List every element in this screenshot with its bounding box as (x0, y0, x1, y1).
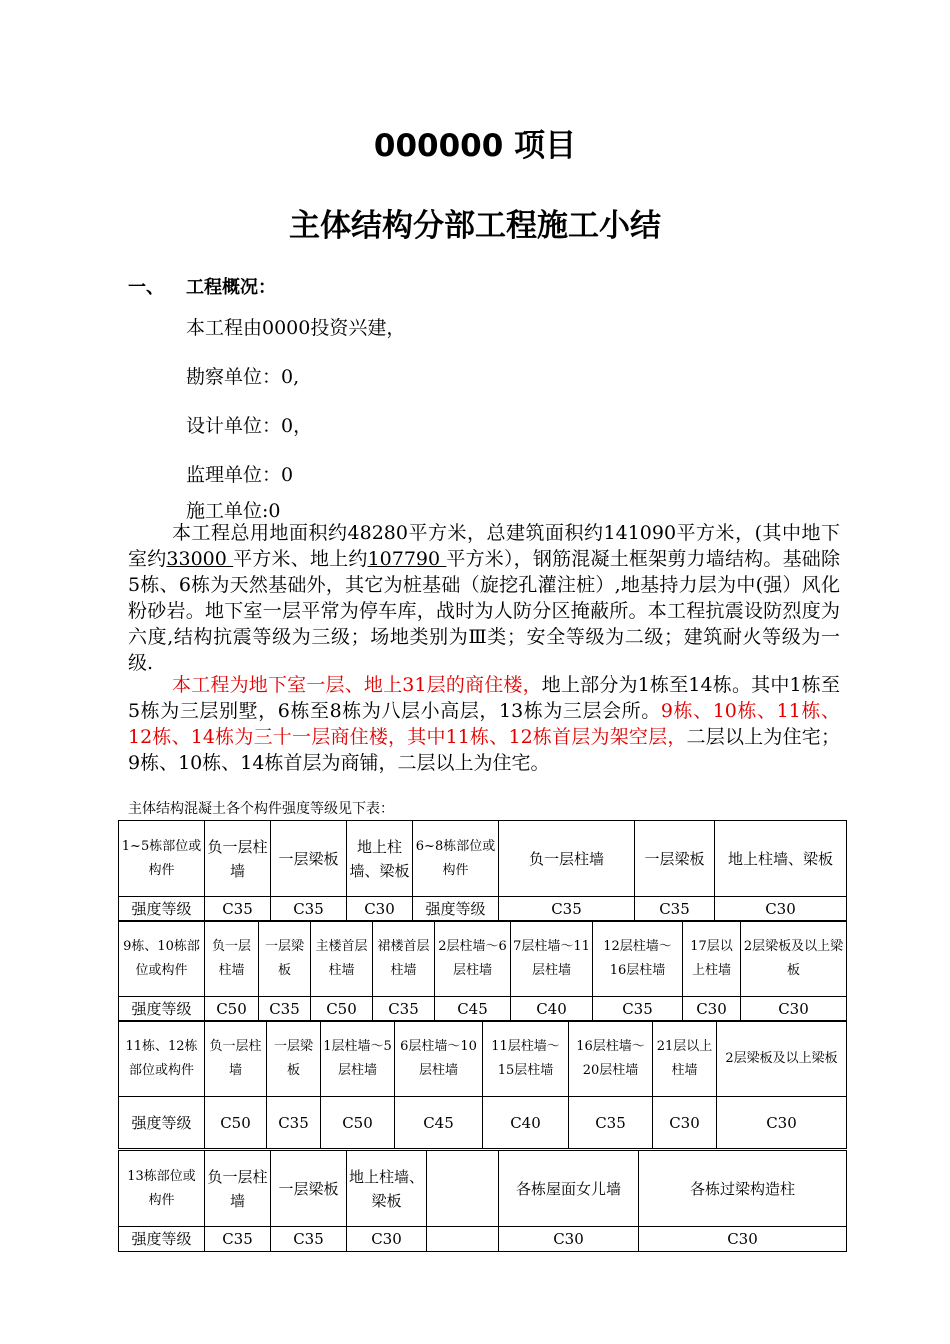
project-title: 000000 项目 (373, 128, 577, 164)
table-cell: C35 (635, 897, 715, 922)
table-header-cell: 12层柱墙～16层柱墙 (593, 921, 683, 997)
construction-unit-line: 施工单位:0 (186, 500, 281, 522)
basement-area: 33000 (166, 548, 234, 570)
supervision-unit-line: 监理单位：0 (186, 464, 294, 486)
survey-unit-line: 勘察单位：0, (186, 366, 300, 388)
highlight-text-1: 本工程为地下室一层、地上31层的商住楼， (172, 674, 542, 696)
table-cell: C50 (205, 1097, 267, 1149)
table-cell: C35 (499, 897, 635, 922)
table-header-cell: 17层以上柱墙 (683, 921, 741, 997)
strength-table-11-12 (118, 1020, 847, 1149)
table-row (119, 1151, 847, 1227)
building-paragraph (128, 672, 840, 776)
table-cell: 强度等级 (119, 1227, 205, 1252)
table-header-cell: 各栋过梁构造柱 (639, 1151, 847, 1227)
table-cell: C30 (741, 997, 847, 1022)
table-cell: C30 (499, 1227, 639, 1252)
table-header-cell: 21层以上柱墙 (653, 1021, 717, 1097)
table-header-cell: 各栋屋面女儿墙 (499, 1151, 639, 1227)
strength-table-9-10 (118, 920, 847, 1022)
table-header-cell: 7层柱墙～11层柱墙 (511, 921, 593, 997)
table-header-cell: 1~5栋部位或构件 (119, 821, 205, 897)
table-header-cell: 9栋、10栋部位或构件 (119, 921, 205, 997)
table-header-cell: 一层梁板 (271, 1151, 347, 1227)
table-header-cell: 6层柱墙～10层柱墙 (395, 1021, 483, 1097)
table-header-cell: 主楼首层柱墙 (311, 921, 373, 997)
strength-table-1-5 (118, 820, 847, 922)
table-header-cell: 6~8栋部位或构件 (413, 821, 499, 897)
table-cell: C30 (717, 1097, 847, 1149)
table-cell: C30 (347, 1227, 427, 1252)
section-title: 工程概况： (186, 277, 276, 298)
table-header-cell: 一层梁板 (271, 821, 347, 897)
table-cell: C40 (483, 1097, 569, 1149)
table-cell: C45 (395, 1097, 483, 1149)
table-cell: C35 (259, 997, 311, 1022)
building-text-2: 二层以上为住宅；9栋、10栋、14栋首层为商铺，二层以上为住宅。 (128, 726, 840, 774)
table-row (119, 921, 847, 997)
table-cell: C45 (435, 997, 511, 1022)
table-cell: 强度等级 (119, 997, 205, 1022)
table-cell: 强度等级 (413, 897, 499, 922)
table-cell: C30 (683, 997, 741, 1022)
section-heading (128, 273, 276, 299)
table-cell: C35 (205, 897, 271, 922)
table-header-cell: 负一层柱墙 (205, 1021, 267, 1097)
table-header-cell: 地上柱墙、梁板 (347, 821, 413, 897)
table-cell: C35 (593, 997, 683, 1022)
table-cell: C30 (639, 1227, 847, 1252)
table-cell: C30 (347, 897, 413, 922)
table-cell: 强度等级 (119, 1097, 205, 1149)
table-row (119, 997, 847, 1022)
table-header-cell (427, 1151, 499, 1227)
building-text-1: 地上部分为1栋至14栋。其中1栋至5栋为三层别墅，6栋至8栋为八层小高层，13栋为三层会所。 (128, 674, 840, 722)
table-row (119, 897, 847, 922)
overview-text-2: 平方米、地上约 (233, 548, 368, 570)
table-header-cell: 一层梁板 (259, 921, 311, 997)
table-cell: 强度等级 (119, 897, 205, 922)
overview-text-1: 本工程总用地面积约48280平方米，总建筑面积约141090平方米，(其中地下室约 (128, 522, 840, 570)
overview-paragraph (128, 520, 840, 676)
above-ground-area: 107790 (367, 548, 447, 570)
investor-line: 本工程由0000投资兴建， (186, 317, 406, 339)
table-header-cell: 16层柱墙～20层柱墙 (569, 1021, 653, 1097)
table-cell: C35 (271, 1227, 347, 1252)
table-header-cell: 地上柱墙、梁板 (347, 1151, 427, 1227)
table-header-cell: 1层柱墙～5层柱墙 (321, 1021, 395, 1097)
table-header-cell: 11层柱墙～15层柱墙 (483, 1021, 569, 1097)
table-cell: C35 (373, 997, 435, 1022)
table-cell: C40 (511, 997, 593, 1022)
table-header-cell: 地上柱墙、梁板 (715, 821, 847, 897)
table-header-cell: 2层梁板及以上梁板 (717, 1021, 847, 1097)
table-cell: C35 (569, 1097, 653, 1149)
table-header-cell: 负一层柱墙 (205, 1151, 271, 1227)
document-title: 主体结构分部工程施工小结 (289, 208, 661, 244)
table-cell: C30 (653, 1097, 717, 1149)
table-row (119, 1097, 847, 1149)
table-header-cell: 一层梁板 (635, 821, 715, 897)
highlight-text-2: 9栋、10栋、11栋、12栋、14栋为三十一层商住楼，其中11栋、12栋首层为架空层， (128, 700, 840, 748)
table-cell (427, 1227, 499, 1252)
table-caption: 主体结构混凝土各个构件强度等级见下表： (128, 801, 394, 817)
table-cell: C50 (205, 997, 259, 1022)
table-cell: C35 (267, 1097, 321, 1149)
table-header-cell: 13栋部位或构件 (119, 1151, 205, 1227)
table-cell: C50 (311, 997, 373, 1022)
overview-text-3: 平方米），钢筋混凝土框架剪力墙结构。基础除5栋、6栋为天然基础外，其它为桩基础（旋挖孔灌注桩）,地基持力层为中(强）风化粉砂岩。地下室一层平常为停车库，战时为人防分区掩蔽所。本工程抗震设防烈度为六度,结构抗震等级为三级；场地类别为Ⅲ类；安全等级为二级；建筑耐火等级为一级. (128, 548, 840, 674)
table-header-cell: 2层柱墙～6层柱墙 (435, 921, 511, 997)
table-header-cell: 负一层柱墙 (205, 821, 271, 897)
table-header-cell: 负一层柱墙 (499, 821, 635, 897)
table-cell: C30 (715, 897, 847, 922)
table-cell: C50 (321, 1097, 395, 1149)
table-row (119, 821, 847, 897)
table-cell: C35 (205, 1227, 271, 1252)
design-unit-line: 设计单位：0， (186, 415, 313, 437)
table-row (119, 1227, 847, 1252)
table-header-cell: 11栋、12栋部位或构件 (119, 1021, 205, 1097)
table-header-cell: 2层梁板及以上梁板 (741, 921, 847, 997)
table-header-cell: 裙楼首层柱墙 (373, 921, 435, 997)
table-cell: C35 (271, 897, 347, 922)
strength-table-13 (118, 1150, 847, 1252)
section-number: 一、 (128, 277, 164, 298)
table-row (119, 1021, 847, 1097)
table-header-cell: 负一层柱墙 (205, 921, 259, 997)
table-header-cell: 一层梁板 (267, 1021, 321, 1097)
